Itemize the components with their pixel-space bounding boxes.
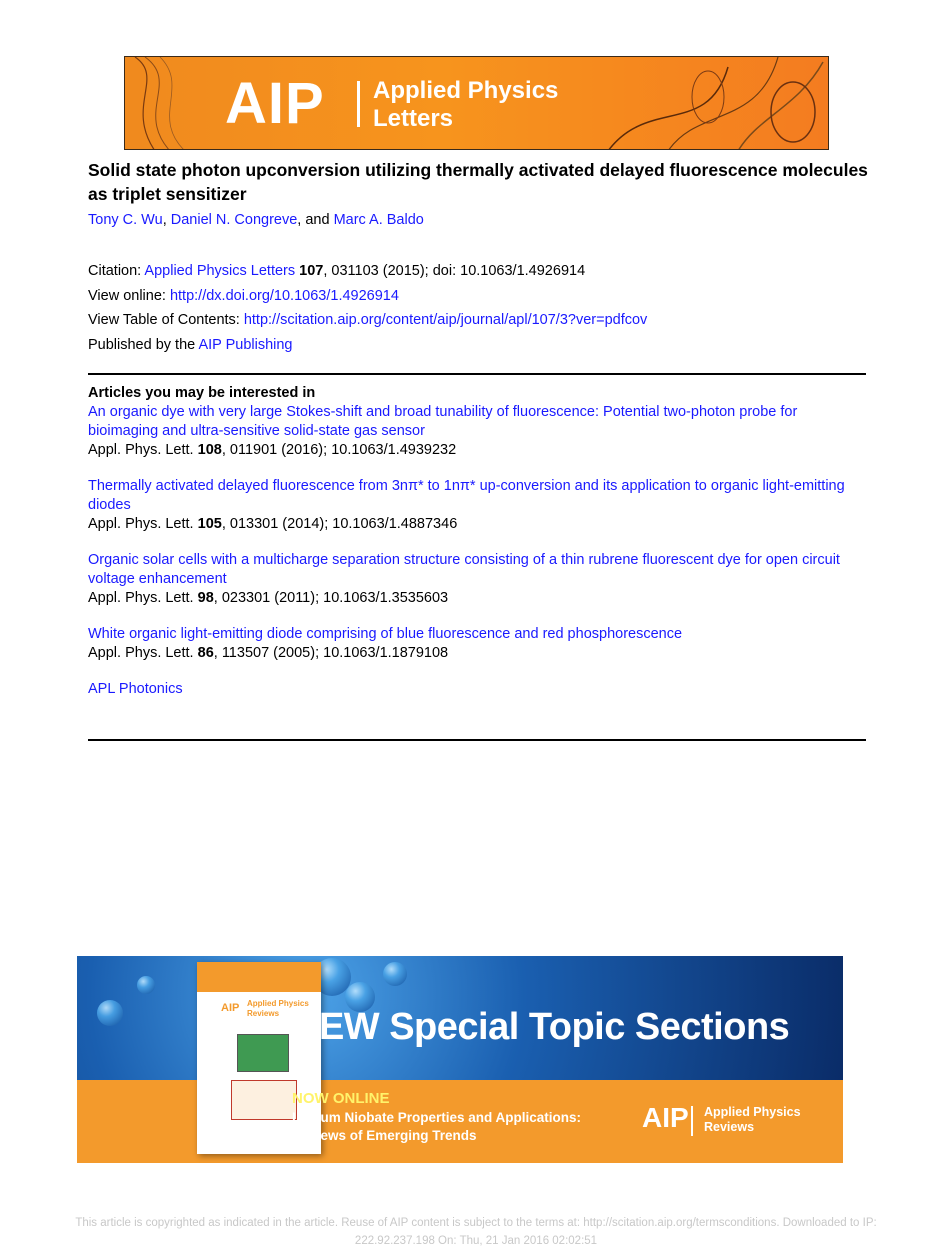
toc-label: View Table of Contents: (88, 312, 244, 329)
ad-topic-line2: Reviews of Emerging Trends (292, 1128, 477, 1143)
view-online-line (88, 284, 647, 309)
swirl-decoration-right (588, 57, 828, 149)
ad-journal-name (704, 1105, 801, 1135)
citation-line (88, 259, 647, 284)
related-item-volume: 108 (197, 442, 222, 458)
related-item-reference (88, 644, 866, 663)
cover-journal-line2: Reviews (247, 1009, 280, 1018)
divider-bottom (88, 739, 866, 741)
related-item-title-link[interactable]: Organic solar cells with a multicharge separation structure consisting of a thin rubrene fluorescent dye for open circuit voltage enhancement (88, 552, 840, 587)
cover-figure (237, 1034, 289, 1072)
related-item-journal: Appl. Phys. Lett. (88, 645, 198, 661)
ad-headline: NEW Special Topic Sections (292, 1006, 790, 1048)
related-item (88, 551, 866, 608)
apl-photonics-line (88, 680, 866, 699)
journal-name-line2: Letters (373, 105, 454, 132)
related-item-citation: , 113507 (2005); 10.1063/1.1879108 (213, 645, 449, 661)
related-item-journal: Appl. Phys. Lett. (88, 590, 198, 606)
cover-figure (231, 1080, 297, 1120)
related-item-journal: Appl. Phys. Lett. (88, 442, 198, 458)
article-title: Solid state photon upconversion utilizing thermally activated delayed fluorescence molecules as triplet sensitizer (88, 160, 868, 204)
related-item-volume: 86 (197, 645, 214, 661)
ad-journal-line1: Applied Physics (704, 1105, 801, 1119)
related-heading: Articles you may be interested in (88, 385, 316, 401)
related-item-citation: , 013301 (2014); 10.1063/1.4887346 (221, 516, 458, 532)
footer-line2: 222.92.237.198 On: Thu, 21 Jan 2016 02:02:51 (354, 1235, 598, 1247)
related-item-citation: , 011901 (2016); 10.1063/1.4939232 (221, 442, 457, 458)
publisher-line (88, 333, 647, 358)
citation-block (88, 259, 647, 358)
logo-divider (357, 81, 360, 127)
ad-aip-logo: AIP (642, 1102, 689, 1133)
cover-header (197, 962, 321, 992)
related-item (88, 403, 866, 460)
citation-volume: 107 (299, 263, 324, 279)
copyright-footer (0, 1214, 952, 1250)
publisher-link[interactable]: AIP Publishing (198, 337, 293, 354)
view-online-link[interactable]: http://dx.doi.org/10.1063/1.4926914 (169, 287, 399, 304)
author-separator: , (162, 212, 171, 228)
ad-topic (292, 1109, 581, 1145)
footer-line1: This article is copyrighted as indicated in the article. Reuse of AIP content is subject to the terms at: http://scitation.aip.org/termsconditions. Downloaded to IP: (75, 1217, 877, 1229)
ad-now-online: NOW ONLINE (292, 1090, 390, 1107)
cover-journal-line1: Applied Physics (247, 999, 309, 1008)
ad-logo-divider (691, 1106, 693, 1136)
ad-journal-line2: Reviews (704, 1120, 755, 1134)
toc-link[interactable]: http://scitation.aip.org/content/aip/journal/apl/107/3?ver=pdfcov (243, 312, 648, 329)
molecule-sphere-decoration (383, 962, 407, 986)
related-item-reference (88, 441, 866, 460)
ad-topic-line1: Lithium Niobate Properties and Applications: (292, 1110, 582, 1125)
journal-name-line1: Applied Physics (373, 77, 559, 104)
related-item (88, 625, 866, 663)
apl-photonics-link[interactable]: APL Photonics (88, 681, 183, 697)
swirl-decoration-left (125, 57, 205, 149)
author-link[interactable]: Marc A. Baldo (333, 212, 424, 228)
related-item-title-link[interactable]: Thermally activated delayed fluorescence from 3nπ* to 1nπ* up-conversion and its application to organic light-emitting diodes (88, 478, 845, 513)
related-item-volume: 105 (197, 516, 222, 532)
aip-logo: AIP (225, 71, 325, 136)
related-item-citation: , 023301 (2011); 10.1063/1.3535603 (213, 590, 449, 606)
related-item-journal: Appl. Phys. Lett. (88, 516, 198, 532)
view-online-label: View online: (88, 287, 170, 304)
journal-banner (124, 56, 829, 150)
molecule-sphere-decoration (137, 976, 155, 994)
author-link[interactable]: Tony C. Wu (88, 212, 163, 228)
publisher-label: Published by the (88, 337, 199, 354)
divider-top (88, 373, 866, 375)
related-item-title-link[interactable]: An organic dye with very large Stokes-shift and broad tunability of fluorescence: Potential two-photon probe for bioimaging and ultra-sensitive solid-state gas sensor (88, 404, 798, 439)
related-item-reference (88, 515, 866, 534)
related-item-reference (88, 589, 866, 608)
cover-aip-logo: AIP (221, 1002, 240, 1014)
author-separator: , and (297, 212, 334, 228)
toc-line (88, 308, 647, 333)
related-articles (88, 384, 866, 699)
citation-journal-link[interactable]: Applied Physics Letters (144, 263, 296, 279)
citation-label: Citation: (88, 263, 145, 279)
related-item-title-link[interactable]: White organic light-emitting diode comprising of blue fluorescence and red phosphorescence (88, 626, 683, 642)
related-item-volume: 98 (197, 590, 214, 606)
related-item (88, 477, 866, 534)
citation-reference: , 031103 (2015); doi: 10.1063/1.4926914 (323, 263, 586, 279)
molecule-sphere-decoration (97, 1000, 123, 1026)
special-topic-ad[interactable] (77, 956, 843, 1163)
author-link[interactable]: Daniel N. Congreve (170, 212, 298, 228)
author-list (88, 210, 424, 230)
journal-name (373, 77, 558, 133)
